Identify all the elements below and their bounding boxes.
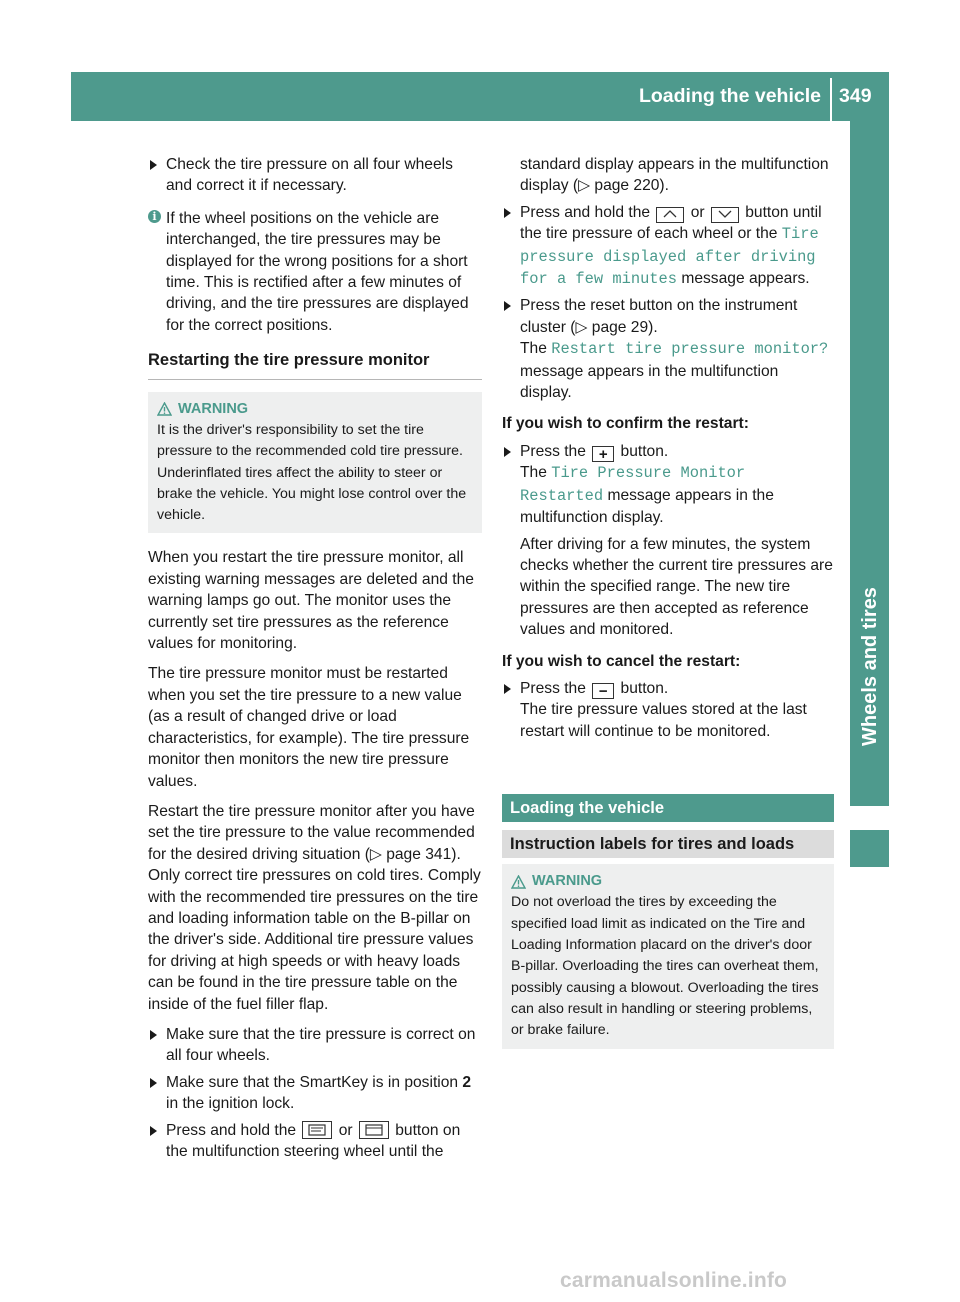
info-note: i If the wheel positions on the vehicle are interchanged, the tire pressures may be displayed for the wrong positions for a short time. This is rectified after a few minutes of driving, and the tire pressures are displayed for the correct positions. bbox=[148, 208, 482, 336]
continued-text: standard display appears in the multifunction display (▷ page 220). bbox=[520, 156, 829, 195]
instruction-step: Press and hold the or button on the multifunction steering wheel until the bbox=[148, 1120, 482, 1163]
next-display-button-icon bbox=[359, 1121, 389, 1139]
arrow-bullet-icon bbox=[150, 160, 157, 170]
paragraph: When you restart the tire pressure monitor, all existing warning messages are deleted and the warning lamps go out. The monitor uses the currently set tire pressures as the reference values for monitoring. bbox=[148, 549, 474, 653]
left-column bbox=[148, 154, 482, 1167]
warning-triangle-icon bbox=[157, 402, 172, 416]
plus-button-icon: + bbox=[592, 446, 614, 462]
chapter-marker bbox=[850, 830, 889, 867]
warning-title: WARNING bbox=[178, 400, 249, 417]
instruction-step: Press the − button. The tire pressure values stored at the last restart will continue to be monitored. bbox=[502, 678, 834, 742]
warning-title: WARNING bbox=[532, 873, 603, 890]
previous-display-button-icon bbox=[302, 1121, 332, 1139]
warning-text: It is the driver's responsibility to set the tire pressure to the recommended cold tire pressure. Underinflated tires affect the ability to steer or brake the vehicle. You might lose control over the vehicle. bbox=[157, 421, 467, 524]
minus-button-icon: − bbox=[592, 683, 614, 699]
info-icon: i bbox=[148, 210, 161, 223]
instruction-step: Make sure that the tire pressure is correct on all four wheels. bbox=[148, 1024, 482, 1067]
subheading: If you wish to cancel the restart: bbox=[502, 652, 741, 670]
arrow-bullet-icon bbox=[150, 1078, 157, 1088]
header-divider bbox=[830, 78, 832, 121]
paragraph: The tire pressure monitor must be restarted when you set the tire pressure to a new value (as a result of changed drive or load characteristics, for example). The tire pressure monitor then monitors the new tire pressure values. bbox=[148, 665, 470, 790]
right-column bbox=[502, 154, 834, 1063]
up-arrow-button-icon bbox=[656, 207, 684, 223]
warning-text: Do not overload the tires by exceeding the specified load limit as indicated on the Tire and Loading Information placard on the driver's door B-pillar. Overloading the tires can overheat them, possibly causing a blowout. Overloading the tires can also result in handling or steering problems, or brake failure. bbox=[511, 894, 819, 1039]
instruction-step: Press the reset button on the instrument cluster (▷ page 29). The Restart tire pressure monitor? message appears in the multifunction display. bbox=[502, 295, 834, 403]
instruction-step: Make sure that the SmartKey is in position 2 in the ignition lock. bbox=[148, 1072, 482, 1115]
instruction-step: Check the tire pressure on all four wheels and correct it if necessary. bbox=[148, 154, 482, 197]
paragraph: Restart the tire pressure monitor after you have set the tire pressure to the value recommended for the desired driving situation (▷ page 341). Only correct tire pressures on cold tires. Comply with the recommended tire pressures on the tire and loading information table on the B-pillar on the driver's side. Additional tire pressure values for driving at high speeds or with heavy loads can be found in the tire pressure table on the inside of the fuel filler flap. bbox=[148, 802, 481, 1013]
warning-triangle-icon bbox=[511, 875, 526, 889]
subsection-bar: Instruction labels for tires and loads bbox=[502, 830, 834, 858]
arrow-bullet-icon bbox=[150, 1126, 157, 1136]
arrow-bullet-icon bbox=[150, 1030, 157, 1040]
warning-box bbox=[148, 392, 482, 534]
chapter-label: Wheels and tires bbox=[859, 587, 881, 746]
section-heading: Restarting the tire pressure monitor bbox=[148, 350, 482, 379]
section-bar: Loading the vehicle bbox=[502, 794, 834, 822]
down-arrow-button-icon bbox=[711, 207, 739, 223]
page-number: 349 bbox=[839, 85, 872, 107]
warning-box bbox=[502, 864, 834, 1048]
arrow-bullet-icon bbox=[504, 208, 511, 218]
subheading: If you wish to confirm the restart: bbox=[502, 415, 749, 433]
watermark: carmanualsonline.info bbox=[560, 1269, 788, 1292]
section-title: Loading the vehicle bbox=[638, 85, 821, 107]
page-header bbox=[71, 72, 889, 121]
instruction-step: Press the + button. The Tire Pressure Monitor Restarted message appears in the multifunction display. After driving for a few minutes, the system checks whether the current tire pressures are within the specified range. The new tire pressures are then accepted as reference values and monitored. bbox=[502, 441, 834, 641]
arrow-bullet-icon bbox=[504, 301, 511, 311]
arrow-bullet-icon bbox=[504, 684, 511, 694]
arrow-bullet-icon bbox=[504, 447, 511, 457]
instruction-step: Press and hold the or button until the tire pressure of each wheel or the Tire pressure displayed after driving for a few minutes message appears. bbox=[502, 202, 834, 291]
